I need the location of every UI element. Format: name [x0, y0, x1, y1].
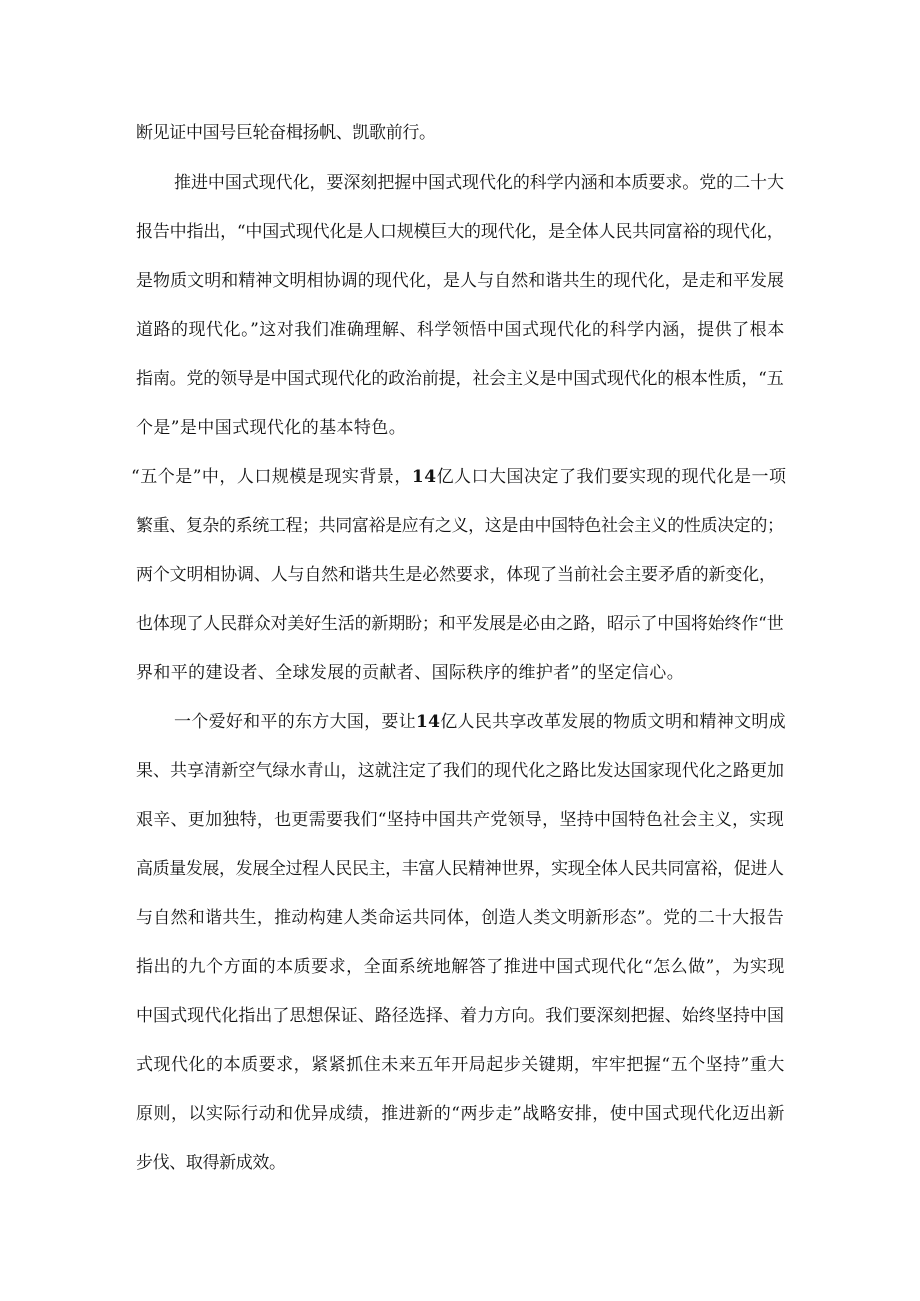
- text-line: 中国式现代化指出了思想保证、路径选择、着力方向。我们要深刻把握、始终坚持中国: [136, 1006, 785, 1026]
- text-line: 与自然和谐共生，推动构建人类命运共同体，创造人类文明新形态”。党的二十大报告: [136, 908, 784, 928]
- text-line: 推进中国式现代化，要深刻把握中国式现代化的科学内涵和本质要求。党的二十大: [174, 173, 784, 193]
- text-line: 断见证中国号巨轮奋楫扬帆、凯歌前行。: [136, 123, 436, 143]
- text-line: 是物质文明和精神文明相协调的现代化，是人与自然和谐共生的现代化，是走和平发展: [136, 271, 785, 291]
- text-line: “五个是”中，人口规模是现实背景，14亿人口大国决定了我们要实现的现代化是一项: [131, 467, 787, 487]
- text-line: 繁重、复杂的系统工程；共同富裕是应有之义，这是由中国特色社会主义的性质决定的；: [136, 516, 784, 536]
- text-line: 指出的九个方面的本质要求，全面系统地解答了推进中国式现代化“怎么做”，为实现: [136, 957, 785, 977]
- text-line: 指南。党的领导是中国式现代化的政治前提，社会主义是中国式现代化的根本性质，“五: [136, 369, 784, 389]
- text-line: 式现代化的本质要求，紧紧抓住未来五年开局起步关键期，牢牢把握“五个坚持”重大: [136, 1055, 785, 1075]
- text-line: 报告中指出，“中国式现代化是人口规模巨大的现代化，是全体人民共同富裕的现代化，: [136, 222, 784, 242]
- text-line: 一个爱好和平的东方大国，要让14亿人民共享改革发展的物质文明和精神文明成: [174, 712, 786, 732]
- text-line: 高质量发展，发展全过程人民民主，丰富人民精神世界，实现全体人民共同富裕，促进人: [136, 859, 784, 879]
- text-line: 两个文明相协调、人与自然和谐共生是必然要求，体现了当前社会主要矛盾的新变化，: [136, 565, 776, 585]
- text-line: 艰辛、更加独特，也更需要我们“坚持中国共产党领导，坚持中国特色社会主义，实现: [136, 810, 784, 830]
- text-line: 果、共享清新空气绿水青山，这就注定了我们的现代化之路比发达国家现代化之路更加: [136, 761, 785, 781]
- text-line: 步伐、取得新成效。: [136, 1153, 286, 1173]
- text-line: 原则，以实际行动和优异成绩，推进新的“两步走”战略安排，使中国式现代化迈出新: [136, 1104, 785, 1124]
- text-line: 界和平的建设者、全球发展的贡献者、国际秩序的维护者”的坚定信心。: [136, 663, 685, 683]
- text-line: 道路的现代化。”这对我们准确理解、科学领悟中国式现代化的科学内涵，提供了根本: [136, 320, 785, 340]
- text-line: 个是”是中国式现代化的基本特色。: [136, 418, 407, 438]
- text-line: 也体现了人民群众对美好生活的新期盼；和平发展是必由之路，昭示了中国将始终作“世: [136, 614, 784, 634]
